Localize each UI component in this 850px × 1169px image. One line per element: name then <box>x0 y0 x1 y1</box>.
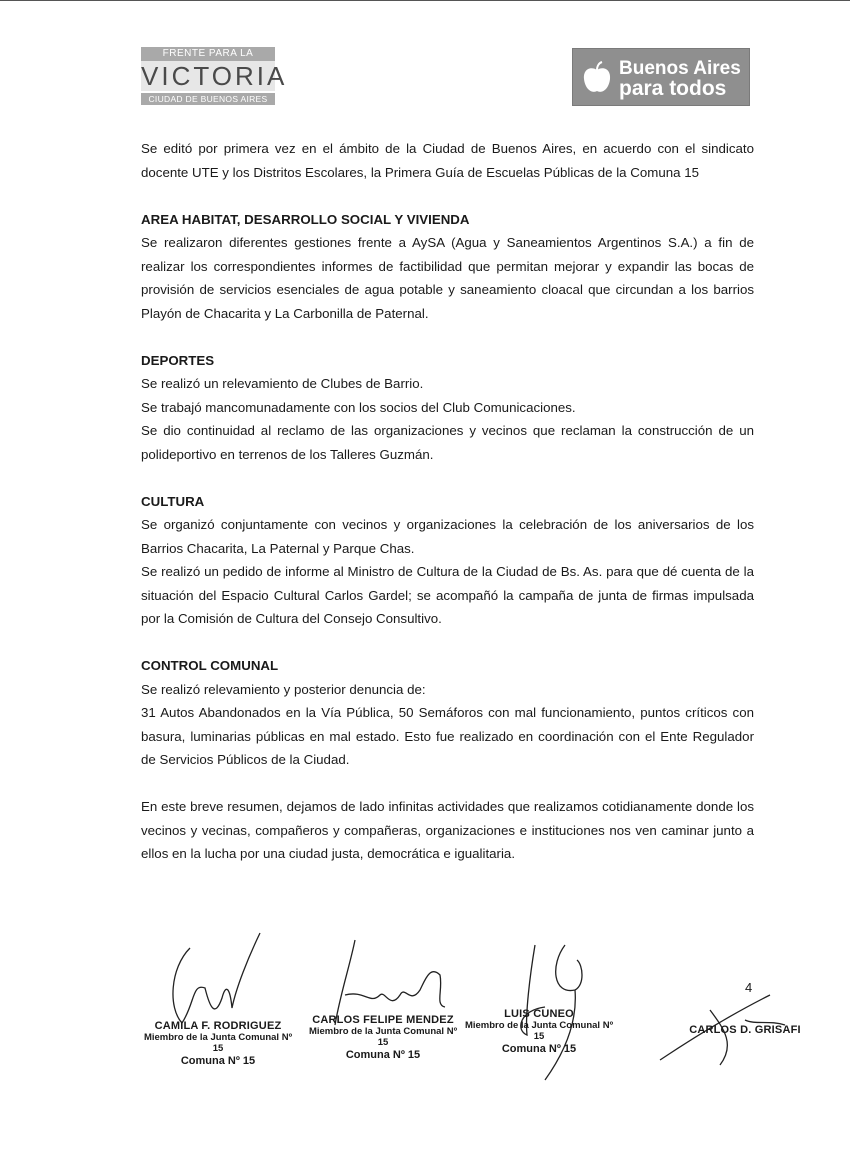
apple-icon <box>581 61 613 95</box>
signature-block-rodriguez <box>143 1020 293 1068</box>
signer-comuna: Comuna Nº 15 <box>501 1043 577 1055</box>
logo-left-line3: CIUDAD DE BUENOS AIRES <box>141 93 275 105</box>
logo-left-line1: FRENTE PARA LA <box>141 47 275 61</box>
section-heading-control-comunal: CONTROL COMUNAL <box>141 658 279 673</box>
signer-name: CARLOS FELIPE MENDEZ <box>312 1014 454 1026</box>
signer-role: Miembro de la Junta Comunal Nº 15 <box>143 1032 293 1054</box>
page-number: 4 <box>745 980 753 995</box>
signature-block-grisafi <box>680 1024 810 1036</box>
closing-paragraph: En este breve resumen, dejamos de lado infinitas actividades que realizamos cotidianamente donde los vecinos y vecinas, compañeros y compañeras, organizaciones e instituciones nos ven caminar junto a ellos en la lucha por una ciudad justa, democrática e igualitaria. <box>141 799 754 861</box>
logo-right-line2: para todos <box>619 77 727 100</box>
section-heading-habitat: AREA HABITAT, DESARROLLO SOCIAL Y VIVIENDA <box>141 211 470 227</box>
signer-name: CAMILA F. RODRIGUEZ <box>154 1020 282 1032</box>
signer-comuna: Comuna Nº 15 <box>345 1049 421 1061</box>
top-border <box>0 0 850 1</box>
deportes-paragraph-1: Se realizó un relevamiento de Clubes de Barrio. <box>141 376 424 391</box>
deportes-paragraph-2: Se trabajó mancomunadamente con los socios del Club Comunicaciones. <box>141 399 576 415</box>
intro-paragraph: Se editó por primera vez en el ámbito de la Ciudad de Buenos Aires, en acuerdo con el sindicato docente UTE y los Distritos Escolares, la Primera Guía de Escuelas Públicas de la Comuna 15 <box>141 141 754 180</box>
habitat-paragraph: Se realizaron diferentes gestiones frente a AySA (Agua y Saneamientos Argentinos S.A.) a fin de realizar los correspondientes informes de factibilidad que permitan mejorar y expandir las bocas de provisión de servicios esenciales de agua potable y saneamiento cloacal que circundan a los barrios Playón de Chacarita y La Carbonilla de Paternal. <box>141 235 754 321</box>
cultura-paragraph-1: Se organizó conjuntamente con vecinos y organizaciones la celebración de los aniversarios de los Barrios Chacarita, La Paternal y Parque Chas. <box>141 517 754 556</box>
document-body <box>141 137 754 866</box>
control-paragraph-1: Se realizó relevamiento y posterior denuncia de: <box>141 681 426 697</box>
section-heading-deportes: DEPORTES <box>141 352 215 368</box>
logo-left-line2: VICTORIA <box>141 61 288 91</box>
signature-block-mendez <box>308 1014 458 1062</box>
buenos-aires-para-todos-logo <box>572 48 750 106</box>
signer-role: Miembro de la Junta Comunal Nº 15 <box>464 1020 614 1042</box>
signer-name: LUIS CUNEO <box>504 1008 574 1020</box>
deportes-paragraph-3: Se dio continuidad al reclamo de las organizaciones y vecinos que reclaman la construcción de un polideportivo en terrenos de los Talleres Guzmán. <box>141 423 754 462</box>
control-paragraph-2: 31 Autos Abandonados en la Vía Pública, 50 Semáforos con mal funcionamiento, puntos críticos con basura, luminarias públicas en mal estado. Esto fue realizado en coordinación con el Ente Regulador de Servicios Públicos de la Ciudad. <box>141 705 754 767</box>
signer-role: Miembro de la Junta Comunal Nº 15 <box>308 1026 458 1048</box>
signature-block-cuneo <box>464 1008 614 1056</box>
logo-right-line1: Buenos Aires <box>619 58 741 79</box>
signer-comuna: Comuna Nº 15 <box>180 1055 256 1067</box>
frente-para-la-victoria-logo <box>141 47 288 107</box>
section-heading-cultura: CULTURA <box>141 493 205 509</box>
cultura-paragraph-2: Se realizó un pedido de informe al Ministro de Cultura de la Ciudad de Bs. As. para que dé cuenta de la situación del Espacio Cultural Carlos Gardel; se acompañó la campaña de junta de firmas impulsada por la Comisión de Cultura del Consejo Consultivo. <box>141 564 754 626</box>
signer-name: CARLOS D. GRISAFI <box>689 1024 801 1036</box>
